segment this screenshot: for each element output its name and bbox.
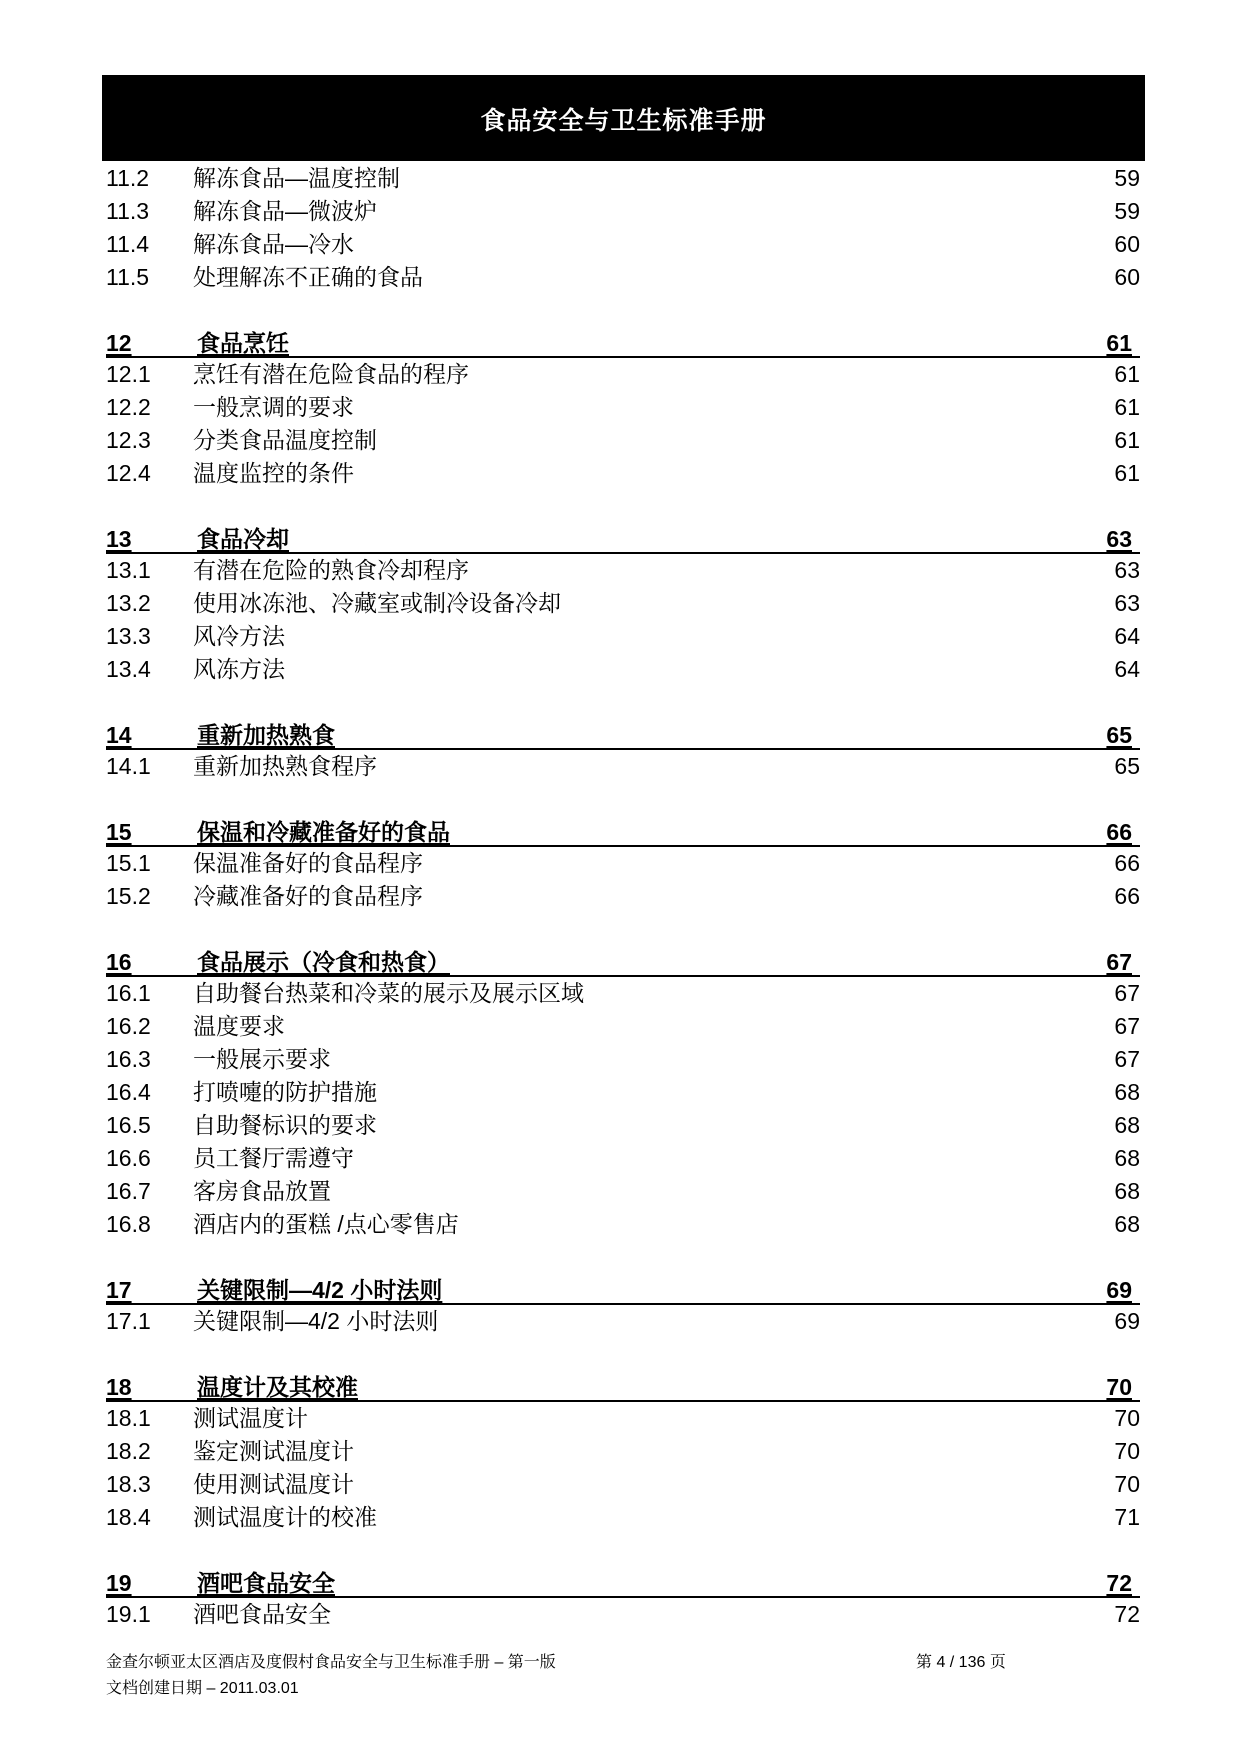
toc-section-page: 70 (1106, 1374, 1132, 1400)
toc-entry[interactable] (106, 228, 1140, 261)
toc-entry[interactable] (106, 457, 1140, 490)
toc-entry-title: 客房食品放置 (193, 1178, 331, 1204)
toc-entry-page: 71 (1114, 1504, 1140, 1530)
toc-entry-page: 67 (1114, 980, 1140, 1006)
toc-entry-num: 14.1 (106, 753, 151, 779)
table-of-contents (106, 162, 1140, 1631)
toc-entry-title: 解冻食品—微波炉 (193, 198, 377, 224)
toc-section-num: 12 (106, 330, 132, 356)
toc-entry-page: 63 (1114, 557, 1140, 583)
toc-entry[interactable] (106, 977, 1140, 1010)
toc-section-heading[interactable] (106, 1369, 1140, 1402)
toc-section-title: 酒吧食品安全 (197, 1570, 335, 1596)
toc-entry-page: 63 (1114, 590, 1140, 616)
toc-entry[interactable] (106, 880, 1140, 913)
toc-entry-page: 70 (1114, 1438, 1140, 1464)
toc-section-heading[interactable] (106, 521, 1140, 554)
toc-section-page: 61 (1106, 330, 1132, 356)
toc-entry-title: 解冻食品—冷水 (193, 231, 354, 257)
toc-section-page: 72 (1106, 1570, 1132, 1596)
toc-entry-num: 18.4 (106, 1504, 151, 1530)
toc-entry[interactable] (106, 847, 1140, 880)
toc-entry[interactable] (106, 1501, 1140, 1534)
toc-entry-num: 18.1 (106, 1405, 151, 1431)
toc-entry[interactable] (106, 1175, 1140, 1208)
toc-section-num: 19 (106, 1570, 132, 1596)
toc-entry-page: 67 (1114, 1046, 1140, 1072)
toc-entry-title: 酒吧食品安全 (193, 1601, 331, 1627)
toc-entry[interactable] (106, 1109, 1140, 1142)
toc-entry[interactable] (106, 1435, 1140, 1468)
toc-entry-num: 15.2 (106, 883, 151, 909)
toc-entry-num: 18.2 (106, 1438, 151, 1464)
toc-entry[interactable] (106, 1402, 1140, 1435)
toc-entry-title: 使用冰冻池、冷藏室或制冷设备冷却 (193, 590, 561, 616)
toc-entry-title: 鉴定测试温度计 (193, 1438, 354, 1464)
toc-entry-page: 68 (1114, 1178, 1140, 1204)
toc-section-heading[interactable] (106, 325, 1140, 358)
toc-section-heading[interactable] (106, 814, 1140, 847)
toc-section-page: 65 (1106, 722, 1132, 748)
toc-entry-num: 16.1 (106, 980, 151, 1006)
toc-section-title: 关键限制—4/2 小时法则 (197, 1277, 443, 1303)
toc-entry-num: 16.2 (106, 1013, 151, 1039)
toc-section-page: 67 (1106, 949, 1132, 975)
toc-entry-title: 测试温度计的校准 (193, 1504, 377, 1530)
toc-section-heading[interactable] (106, 1565, 1140, 1598)
toc-entry-title: 风冻方法 (193, 656, 285, 682)
toc-entry-num: 16.8 (106, 1211, 151, 1237)
toc-entry-num: 13.1 (106, 557, 151, 583)
toc-entry-num: 11.5 (106, 264, 150, 290)
toc-entry-page: 64 (1114, 656, 1140, 682)
toc-entry-title: 分类食品温度控制 (193, 427, 377, 453)
toc-section-heading[interactable] (106, 717, 1140, 750)
toc-entry-title: 解冻食品—温度控制 (193, 165, 400, 191)
toc-entry-title: 有潜在危险的熟食冷却程序 (193, 557, 469, 583)
toc-entry-page: 68 (1114, 1211, 1140, 1237)
toc-entry[interactable] (106, 554, 1140, 587)
toc-section-title: 保温和冷藏准备好的食品 (197, 819, 450, 845)
header-title: 食品安全与卫生标准手册 (480, 107, 767, 135)
toc-entry-page: 61 (1114, 394, 1140, 420)
toc-entry-page: 67 (1114, 1013, 1140, 1039)
toc-entry-page: 69 (1114, 1308, 1140, 1334)
toc-entry[interactable] (106, 391, 1140, 424)
toc-entry-page: 65 (1114, 753, 1140, 779)
toc-entry-title: 一般展示要求 (193, 1046, 331, 1072)
toc-entry-num: 11.3 (106, 198, 150, 224)
toc-entry[interactable] (106, 587, 1140, 620)
toc-section-title: 食品展示（冷食和热食） (197, 949, 450, 975)
toc-entry-num: 16.6 (106, 1145, 151, 1171)
toc-entry-num: 16.4 (106, 1079, 151, 1105)
toc-entry[interactable] (106, 1076, 1140, 1109)
toc-entry-page: 68 (1114, 1145, 1140, 1171)
toc-entry[interactable] (106, 653, 1140, 686)
toc-entry-title: 烹饪有潜在危险食品的程序 (193, 361, 469, 387)
toc-entry[interactable] (106, 424, 1140, 457)
toc-entry-page: 66 (1114, 850, 1140, 876)
toc-entry-title: 重新加热熟食程序 (193, 753, 377, 779)
footer-page-number: 第 4 / 136 页 (916, 1654, 1006, 1671)
toc-entry-title: 使用测试温度计 (193, 1471, 354, 1497)
toc-entry-num: 13.3 (106, 623, 151, 649)
toc-entry[interactable] (106, 750, 1140, 783)
toc-entry-title: 处理解冻不正确的食品 (193, 264, 423, 290)
toc-section-num: 15 (106, 819, 132, 845)
toc-entry-num: 16.7 (106, 1178, 151, 1204)
toc-entry-num: 12.3 (106, 427, 151, 453)
toc-entry-page: 61 (1114, 361, 1140, 387)
toc-entry-page: 70 (1114, 1405, 1140, 1431)
toc-entry-title: 保温准备好的食品程序 (193, 850, 423, 876)
toc-section-page: 63 (1106, 526, 1132, 552)
toc-section-page: 69 (1106, 1277, 1132, 1303)
toc-entry[interactable] (106, 1010, 1140, 1043)
toc-entry-page: 64 (1114, 623, 1140, 649)
toc-entry-title: 温度监控的条件 (193, 460, 354, 486)
toc-section-title: 温度计及其校准 (197, 1374, 358, 1400)
toc-entry-page: 60 (1114, 231, 1140, 257)
toc-entry[interactable] (106, 1305, 1140, 1338)
toc-entry-num: 13.4 (106, 656, 151, 682)
toc-section-heading[interactable] (106, 1272, 1140, 1305)
toc-entry-num: 12.2 (106, 394, 151, 420)
toc-entry-title: 测试温度计 (193, 1405, 308, 1431)
toc-section-num: 18 (106, 1374, 132, 1400)
toc-entry-page: 61 (1114, 460, 1140, 486)
toc-entry-title: 员工餐厅需遵守 (193, 1145, 354, 1171)
toc-entry-num: 17.1 (106, 1308, 151, 1334)
toc-entry-title: 酒店内的蛋糕 /点心零售店 (193, 1211, 459, 1237)
toc-entry-num: 13.2 (106, 590, 151, 616)
toc-entry-title: 打喷嚏的防护措施 (193, 1079, 377, 1105)
toc-entry-page: 59 (1114, 165, 1140, 191)
footer-doc-title: 金查尔顿亚太区酒店及度假村食品安全与卫生标准手册 – 第一版 (106, 1654, 556, 1671)
toc-entry-page: 68 (1114, 1112, 1140, 1138)
toc-entry[interactable] (106, 1468, 1140, 1501)
toc-entry[interactable] (106, 195, 1140, 228)
toc-entry-page: 60 (1114, 264, 1140, 290)
toc-entry[interactable] (106, 261, 1140, 294)
toc-section-num: 13 (106, 526, 132, 552)
toc-entry-title: 温度要求 (193, 1013, 285, 1039)
toc-entry[interactable] (106, 1043, 1140, 1076)
toc-entry-page: 72 (1114, 1601, 1140, 1627)
toc-entry[interactable] (106, 1208, 1140, 1241)
toc-entry-title: 冷藏准备好的食品程序 (193, 883, 423, 909)
toc-entry-num: 12.4 (106, 460, 151, 486)
toc-entry-title: 自助餐标识的要求 (193, 1112, 377, 1138)
toc-section-title: 重新加热熟食 (197, 722, 335, 748)
toc-entry-title: 一般烹调的要求 (193, 394, 354, 420)
toc-entry-num: 15.1 (106, 850, 151, 876)
toc-entry-page: 59 (1114, 198, 1140, 224)
toc-entry-num: 11.2 (106, 165, 150, 191)
toc-entry-num: 19.1 (106, 1601, 151, 1627)
toc-section-num: 16 (106, 949, 132, 975)
toc-section-title: 食品冷却 (197, 526, 289, 552)
toc-entry[interactable] (106, 620, 1140, 653)
toc-entry[interactable] (106, 1598, 1140, 1631)
toc-section-page: 66 (1106, 819, 1132, 845)
toc-entry-title: 风冷方法 (193, 623, 285, 649)
toc-entry-num: 12.1 (106, 361, 151, 387)
toc-entry-page: 66 (1114, 883, 1140, 909)
toc-section-num: 17 (106, 1277, 132, 1303)
toc-entry-num: 16.3 (106, 1046, 151, 1072)
toc-section-title: 食品烹饪 (197, 330, 289, 356)
toc-entry-page: 70 (1114, 1471, 1140, 1497)
toc-entry-page: 61 (1114, 427, 1140, 453)
toc-entry[interactable] (106, 1142, 1140, 1175)
toc-entry[interactable] (106, 162, 1140, 195)
page-header (102, 75, 1145, 161)
toc-entry-title: 自助餐台热菜和冷菜的展示及展示区域 (193, 980, 584, 1006)
toc-entry-page: 68 (1114, 1079, 1140, 1105)
toc-entry[interactable] (106, 358, 1140, 391)
toc-entry-title: 关键限制—4/2 小时法则 (193, 1308, 439, 1334)
toc-entry-num: 11.4 (106, 231, 150, 257)
footer-created-date: 文档创建日期 – 2011.03.01 (106, 1680, 299, 1697)
toc-entry-num: 18.3 (106, 1471, 151, 1497)
toc-section-heading[interactable] (106, 944, 1140, 977)
toc-section-num: 14 (106, 722, 132, 748)
toc-entry-num: 16.5 (106, 1112, 151, 1138)
